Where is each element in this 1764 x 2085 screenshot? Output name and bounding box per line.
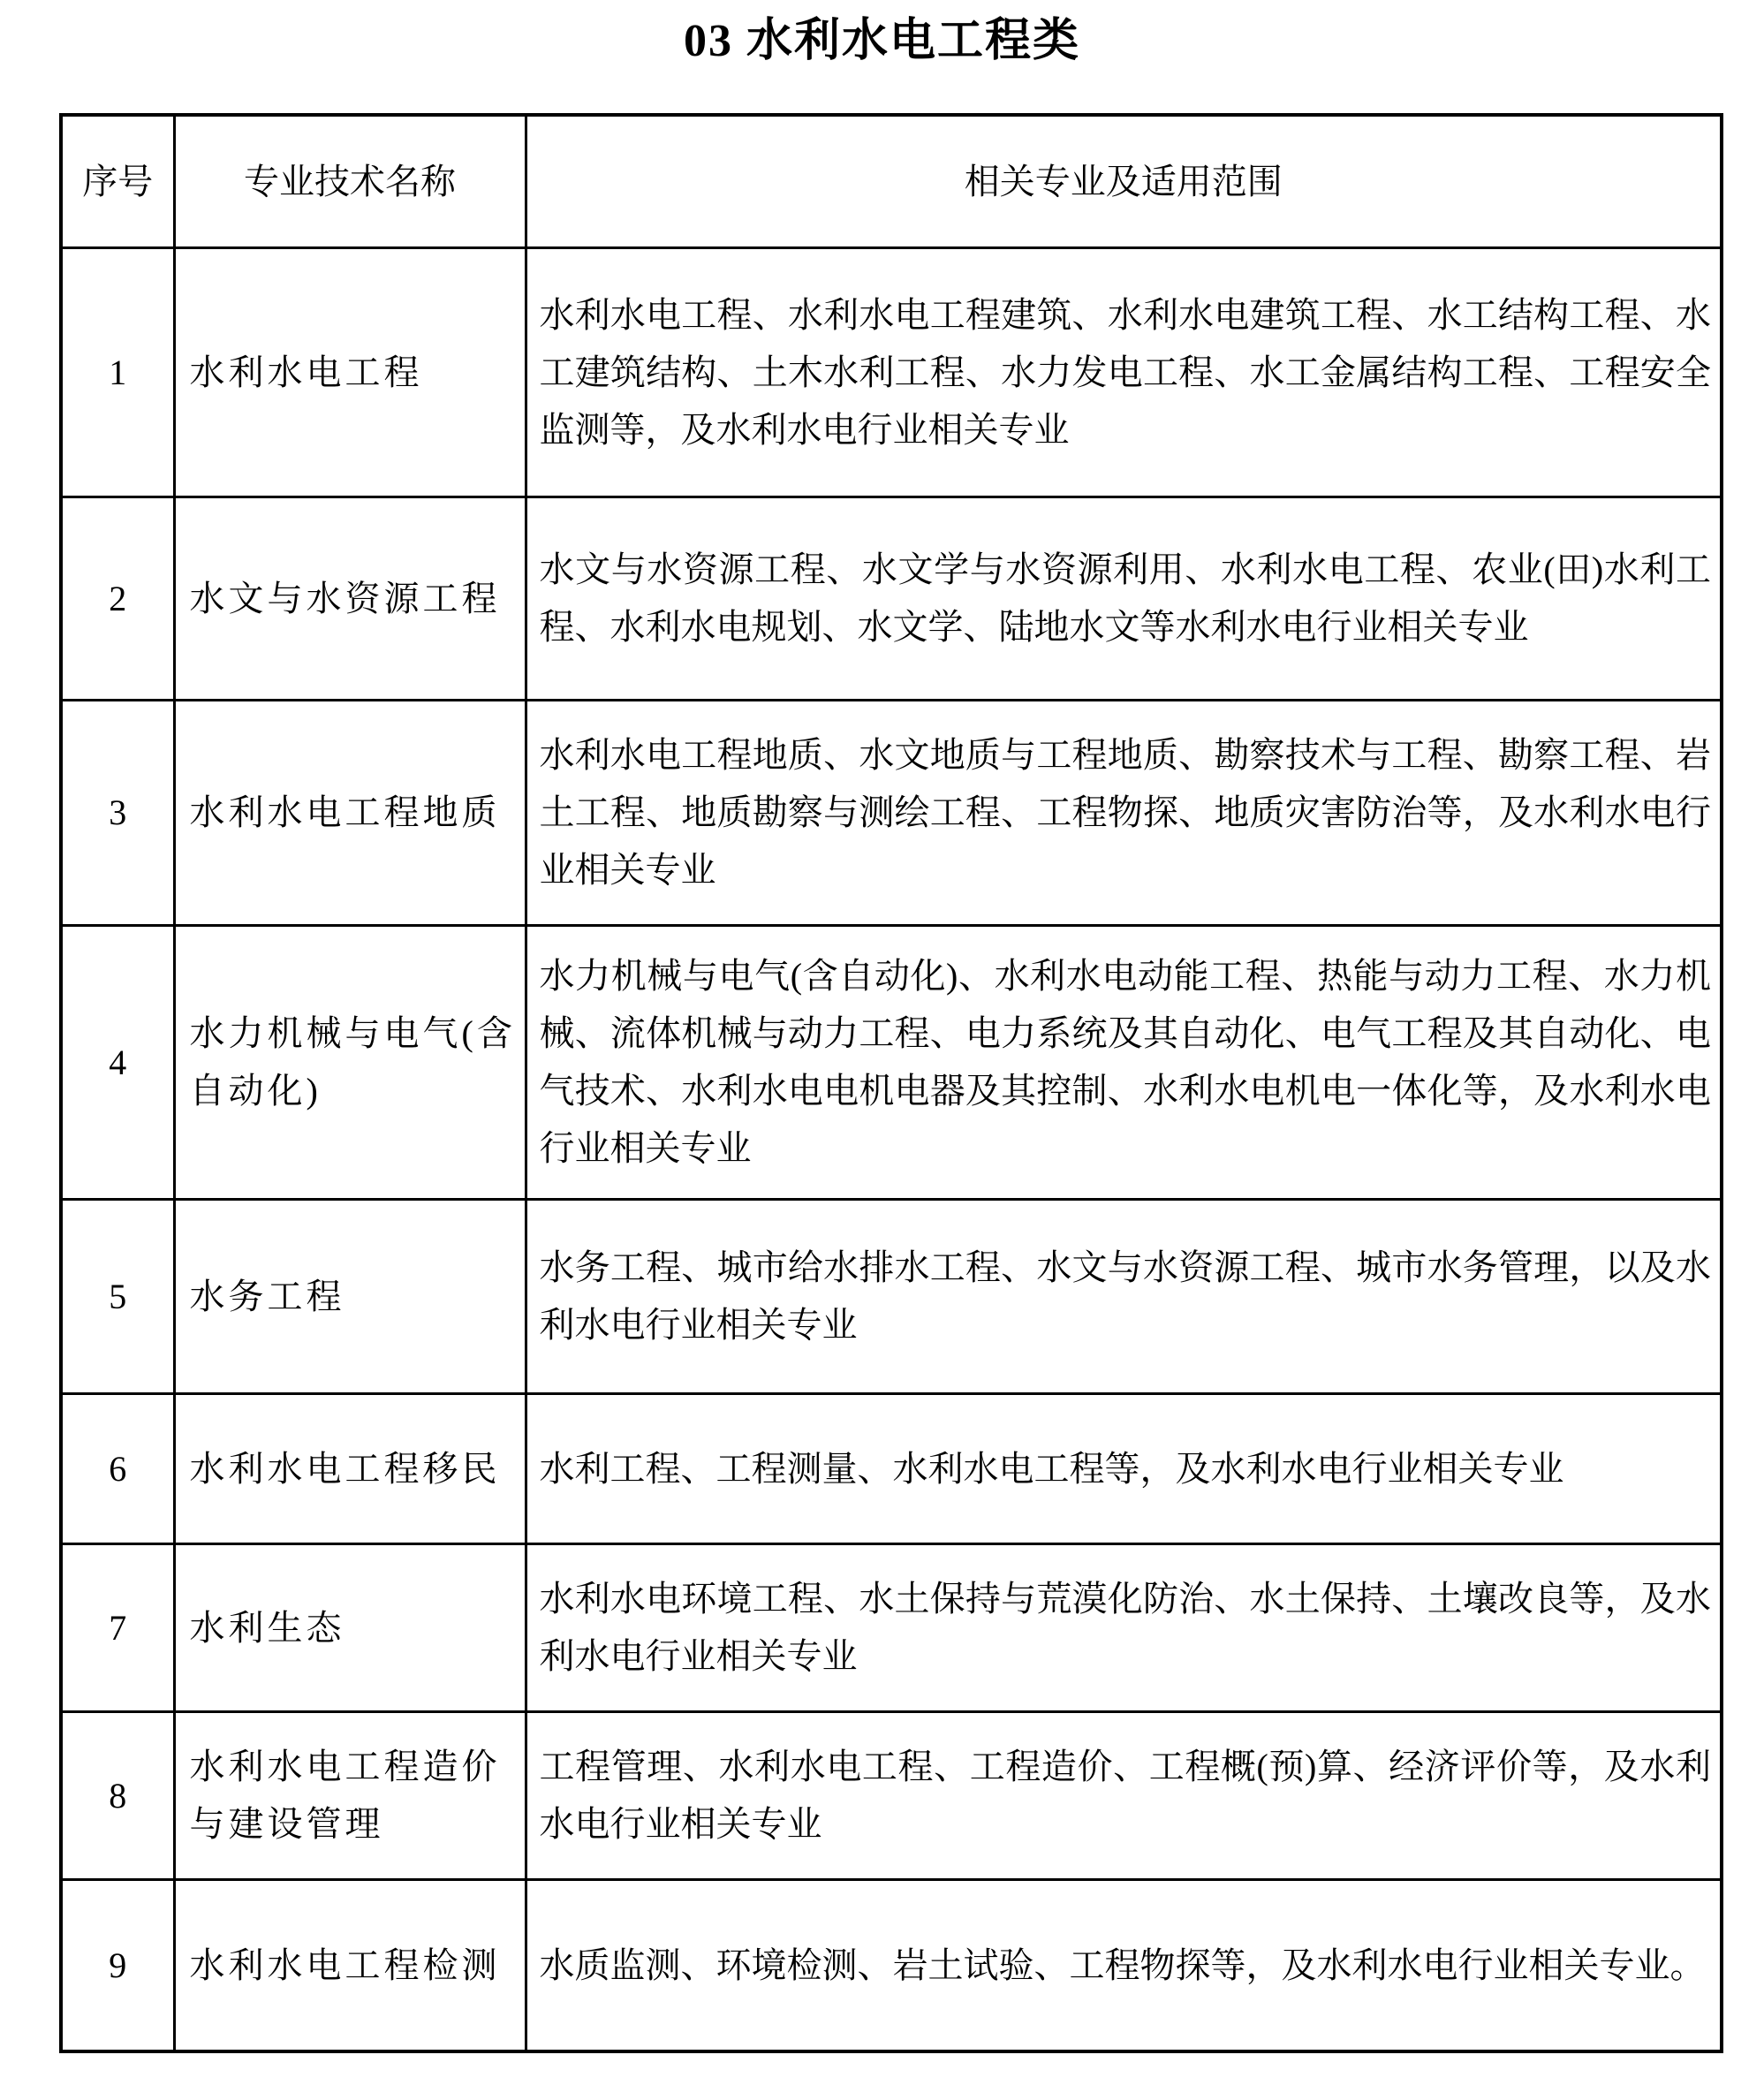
row-number-cell: 8 bbox=[61, 1711, 174, 1879]
table-row bbox=[61, 925, 1722, 1199]
table-header bbox=[61, 115, 1722, 247]
scope-cell: 水务工程、城市给水排水工程、水文与水资源工程、城市水务管理，以及水利水电行业相关专业 bbox=[526, 1199, 1722, 1393]
header-cell-no: 序号 bbox=[61, 115, 174, 247]
specialty-table bbox=[59, 113, 1723, 2053]
header-cell-name: 专业技术名称 bbox=[174, 115, 526, 247]
table-row bbox=[61, 1393, 1722, 1543]
row-number-cell: 9 bbox=[61, 1879, 174, 2051]
row-number-cell: 6 bbox=[61, 1393, 174, 1543]
name-cell: 水利水电工程 bbox=[174, 247, 526, 497]
scope-cell: 水力机械与电气(含自动化)、水利水电动能工程、热能与动力工程、水力机械、流体机械与动力工程、电力系统及其自动化、电气工程及其自动化、电气技术、水利水电电机电器及其控制、水利水电机电一体化等，及水利水电行业相关专业 bbox=[526, 925, 1722, 1199]
name-cell: 水文与水资源工程 bbox=[174, 497, 526, 700]
row-number-cell: 5 bbox=[61, 1199, 174, 1393]
table-row bbox=[61, 497, 1722, 700]
page-title: 03 水利水电工程类 bbox=[683, 16, 1080, 66]
scope-cell: 工程管理、水利水电工程、工程造价、工程概(预)算、经济评价等，及水利水电行业相关专业 bbox=[526, 1711, 1722, 1879]
name-cell: 水利水电工程地质 bbox=[174, 700, 526, 925]
scope-cell: 水利工程、工程测量、水利水电工程等，及水利水电行业相关专业 bbox=[526, 1393, 1722, 1543]
table-row bbox=[61, 1199, 1722, 1393]
table-row bbox=[61, 1711, 1722, 1879]
table-row bbox=[61, 247, 1722, 497]
scope-cell: 水利水电环境工程、水土保持与荒漠化防治、水土保持、土壤改良等，及水利水电行业相关专业 bbox=[526, 1543, 1722, 1711]
table-row bbox=[61, 700, 1722, 925]
row-number-cell: 3 bbox=[61, 700, 174, 925]
name-cell: 水利生态 bbox=[174, 1543, 526, 1711]
document-page bbox=[0, 14, 1764, 2085]
scope-cell: 水利水电工程地质、水文地质与工程地质、勘察技术与工程、勘察工程、岩土工程、地质勘察与测绘工程、工程物探、地质灾害防治等，及水利水电行业相关专业 bbox=[526, 700, 1722, 925]
scope-cell: 水质监测、环境检测、岩土试验、工程物探等，及水利水电行业相关专业。 bbox=[526, 1879, 1722, 2051]
table-row bbox=[61, 1543, 1722, 1711]
name-cell: 水务工程 bbox=[174, 1199, 526, 1393]
header-row bbox=[61, 115, 1722, 247]
scope-cell: 水文与水资源工程、水文学与水资源利用、水利水电工程、农业(田)水利工程、水利水电规划、水文学、陆地水文等水利水电行业相关专业 bbox=[526, 497, 1722, 700]
table-body bbox=[61, 247, 1722, 2051]
name-cell: 水力机械与电气(含自动化) bbox=[174, 925, 526, 1199]
name-cell: 水利水电工程移民 bbox=[174, 1393, 526, 1543]
header-cell-scope: 相关专业及适用范围 bbox=[526, 115, 1722, 247]
name-cell: 水利水电工程检测 bbox=[174, 1879, 526, 2051]
name-cell: 水利水电工程造价与建设管理 bbox=[174, 1711, 526, 1879]
scope-cell: 水利水电工程、水利水电工程建筑、水利水电建筑工程、水工结构工程、水工建筑结构、土木水利工程、水力发电工程、水工金属结构工程、工程安全监测等，及水利水电行业相关专业 bbox=[526, 247, 1722, 497]
row-number-cell: 4 bbox=[61, 925, 174, 1199]
row-number-cell: 2 bbox=[61, 497, 174, 700]
table-row bbox=[61, 1879, 1722, 2051]
row-number-cell: 1 bbox=[61, 247, 174, 497]
row-number-cell: 7 bbox=[61, 1543, 174, 1711]
